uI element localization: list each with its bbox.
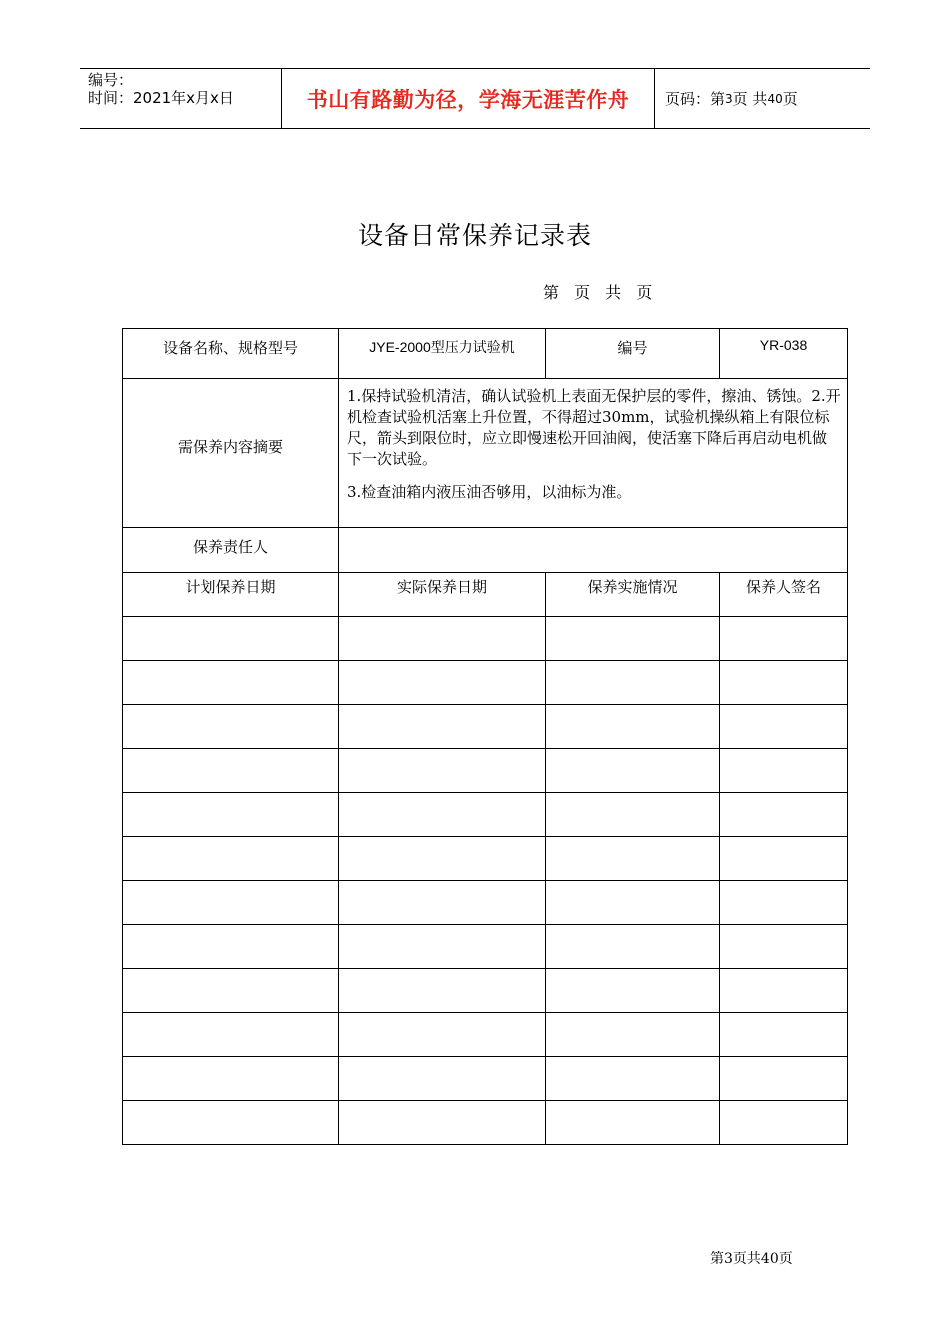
page-total: 40 bbox=[767, 91, 783, 106]
actual-date-cell[interactable] bbox=[339, 661, 546, 705]
actual-date-cell[interactable] bbox=[339, 925, 546, 969]
responsible-label: 保养责任人 bbox=[123, 528, 339, 573]
status-cell[interactable] bbox=[546, 925, 720, 969]
actual-date-cell[interactable] bbox=[339, 969, 546, 1013]
actual-date-cell[interactable] bbox=[339, 881, 546, 925]
page-suffix: 页 bbox=[782, 90, 798, 108]
planned-date-cell[interactable] bbox=[123, 1101, 339, 1145]
col-status: 保养实施情况 bbox=[546, 573, 720, 617]
page-current: 3 bbox=[725, 91, 733, 106]
header-meta bbox=[80, 69, 282, 128]
header-page-info bbox=[655, 69, 870, 128]
status-cell[interactable] bbox=[546, 1057, 720, 1101]
page-header bbox=[80, 68, 870, 129]
status-cell[interactable] bbox=[546, 661, 720, 705]
content-paragraph-2: 3.检查油箱内液压油否够用，以油标为准。 bbox=[347, 483, 632, 501]
status-cell[interactable] bbox=[546, 1101, 720, 1145]
table-row bbox=[123, 661, 848, 705]
table-row bbox=[123, 749, 848, 793]
planned-date-cell[interactable] bbox=[123, 661, 339, 705]
header-motto: 书山有路勤为径，学海无涯苦作舟 bbox=[306, 87, 630, 112]
signature-cell[interactable] bbox=[720, 749, 848, 793]
signature-cell[interactable] bbox=[720, 925, 848, 969]
content-summary[interactable] bbox=[339, 379, 848, 528]
column-header-row bbox=[123, 573, 848, 617]
status-cell[interactable] bbox=[546, 749, 720, 793]
code-label: 编号： bbox=[88, 71, 134, 89]
status-cell[interactable] bbox=[546, 617, 720, 661]
signature-cell[interactable] bbox=[720, 969, 848, 1013]
col-signature: 保养人签名 bbox=[720, 573, 848, 617]
content-paragraph-1: 1.保持试验机清洁，确认试验机上表面无保护层的零件，擦油、锈蚀。2.开机检查试验机活塞上升位置，不得超过30mm，试验机操纵箱上有限位标尺，箭头到限位时，应立即慢速松开回油阀，使活塞下降后再启动电机做下一次试验。 bbox=[347, 387, 841, 468]
table-row bbox=[123, 969, 848, 1013]
equipment-row bbox=[123, 329, 848, 379]
actual-date-cell[interactable] bbox=[339, 837, 546, 881]
actual-date-cell[interactable] bbox=[339, 705, 546, 749]
page-footer: 第3页共40页 bbox=[710, 1251, 793, 1267]
status-cell[interactable] bbox=[546, 1013, 720, 1057]
number-label: 编号 bbox=[546, 329, 720, 379]
page-mid: 页 共 bbox=[732, 90, 768, 108]
content-label: 需保养内容摘要 bbox=[123, 379, 339, 528]
status-cell[interactable] bbox=[546, 837, 720, 881]
actual-date-cell[interactable] bbox=[339, 1013, 546, 1057]
planned-date-cell[interactable] bbox=[123, 925, 339, 969]
responsible-value[interactable] bbox=[339, 528, 848, 573]
status-cell[interactable] bbox=[546, 881, 720, 925]
actual-date-cell[interactable] bbox=[339, 1057, 546, 1101]
actual-date-cell[interactable] bbox=[339, 793, 546, 837]
table-row bbox=[123, 881, 848, 925]
status-cell[interactable] bbox=[546, 705, 720, 749]
number-value[interactable]: YR-038 bbox=[720, 329, 848, 379]
signature-cell[interactable] bbox=[720, 1013, 848, 1057]
planned-date-cell[interactable] bbox=[123, 837, 339, 881]
actual-date-cell[interactable] bbox=[339, 1101, 546, 1145]
status-cell[interactable] bbox=[546, 969, 720, 1013]
equipment-value[interactable]: JYE-2000型压力试验机 bbox=[339, 329, 546, 379]
signature-cell[interactable] bbox=[720, 837, 848, 881]
table-row bbox=[123, 617, 848, 661]
responsible-row bbox=[123, 528, 848, 573]
page-counter: 第 页 共 页 bbox=[543, 283, 653, 302]
signature-cell[interactable] bbox=[720, 705, 848, 749]
signature-cell[interactable] bbox=[720, 661, 848, 705]
planned-date-cell[interactable] bbox=[123, 705, 339, 749]
planned-date-cell[interactable] bbox=[123, 617, 339, 661]
planned-date-cell[interactable] bbox=[123, 1013, 339, 1057]
document-title: 设备日常保养记录表 bbox=[357, 221, 592, 250]
table-row bbox=[123, 1013, 848, 1057]
table-row bbox=[123, 925, 848, 969]
table-row bbox=[123, 837, 848, 881]
planned-date-cell[interactable] bbox=[123, 881, 339, 925]
col-planned-date: 计划保养日期 bbox=[123, 573, 339, 617]
planned-date-cell[interactable] bbox=[123, 793, 339, 837]
planned-date-cell[interactable] bbox=[123, 969, 339, 1013]
table-row bbox=[123, 1101, 848, 1145]
signature-cell[interactable] bbox=[720, 793, 848, 837]
planned-date-cell[interactable] bbox=[123, 749, 339, 793]
signature-cell[interactable] bbox=[720, 1057, 848, 1101]
col-actual-date: 实际保养日期 bbox=[339, 573, 546, 617]
header-motto-cell bbox=[282, 69, 655, 128]
actual-date-cell[interactable] bbox=[339, 749, 546, 793]
time-label: 时间：2021年x月x日 bbox=[88, 89, 234, 107]
status-cell[interactable] bbox=[546, 793, 720, 837]
signature-cell[interactable] bbox=[720, 1101, 848, 1145]
page-prefix: 页码：第 bbox=[665, 90, 726, 108]
equipment-label: 设备名称、规格型号 bbox=[123, 329, 339, 379]
signature-cell[interactable] bbox=[720, 617, 848, 661]
content-row bbox=[123, 379, 848, 528]
table-row bbox=[123, 793, 848, 837]
maintenance-record-table bbox=[122, 328, 848, 1145]
table-row bbox=[123, 1057, 848, 1101]
actual-date-cell[interactable] bbox=[339, 617, 546, 661]
signature-cell[interactable] bbox=[720, 881, 848, 925]
planned-date-cell[interactable] bbox=[123, 1057, 339, 1101]
table-row bbox=[123, 705, 848, 749]
